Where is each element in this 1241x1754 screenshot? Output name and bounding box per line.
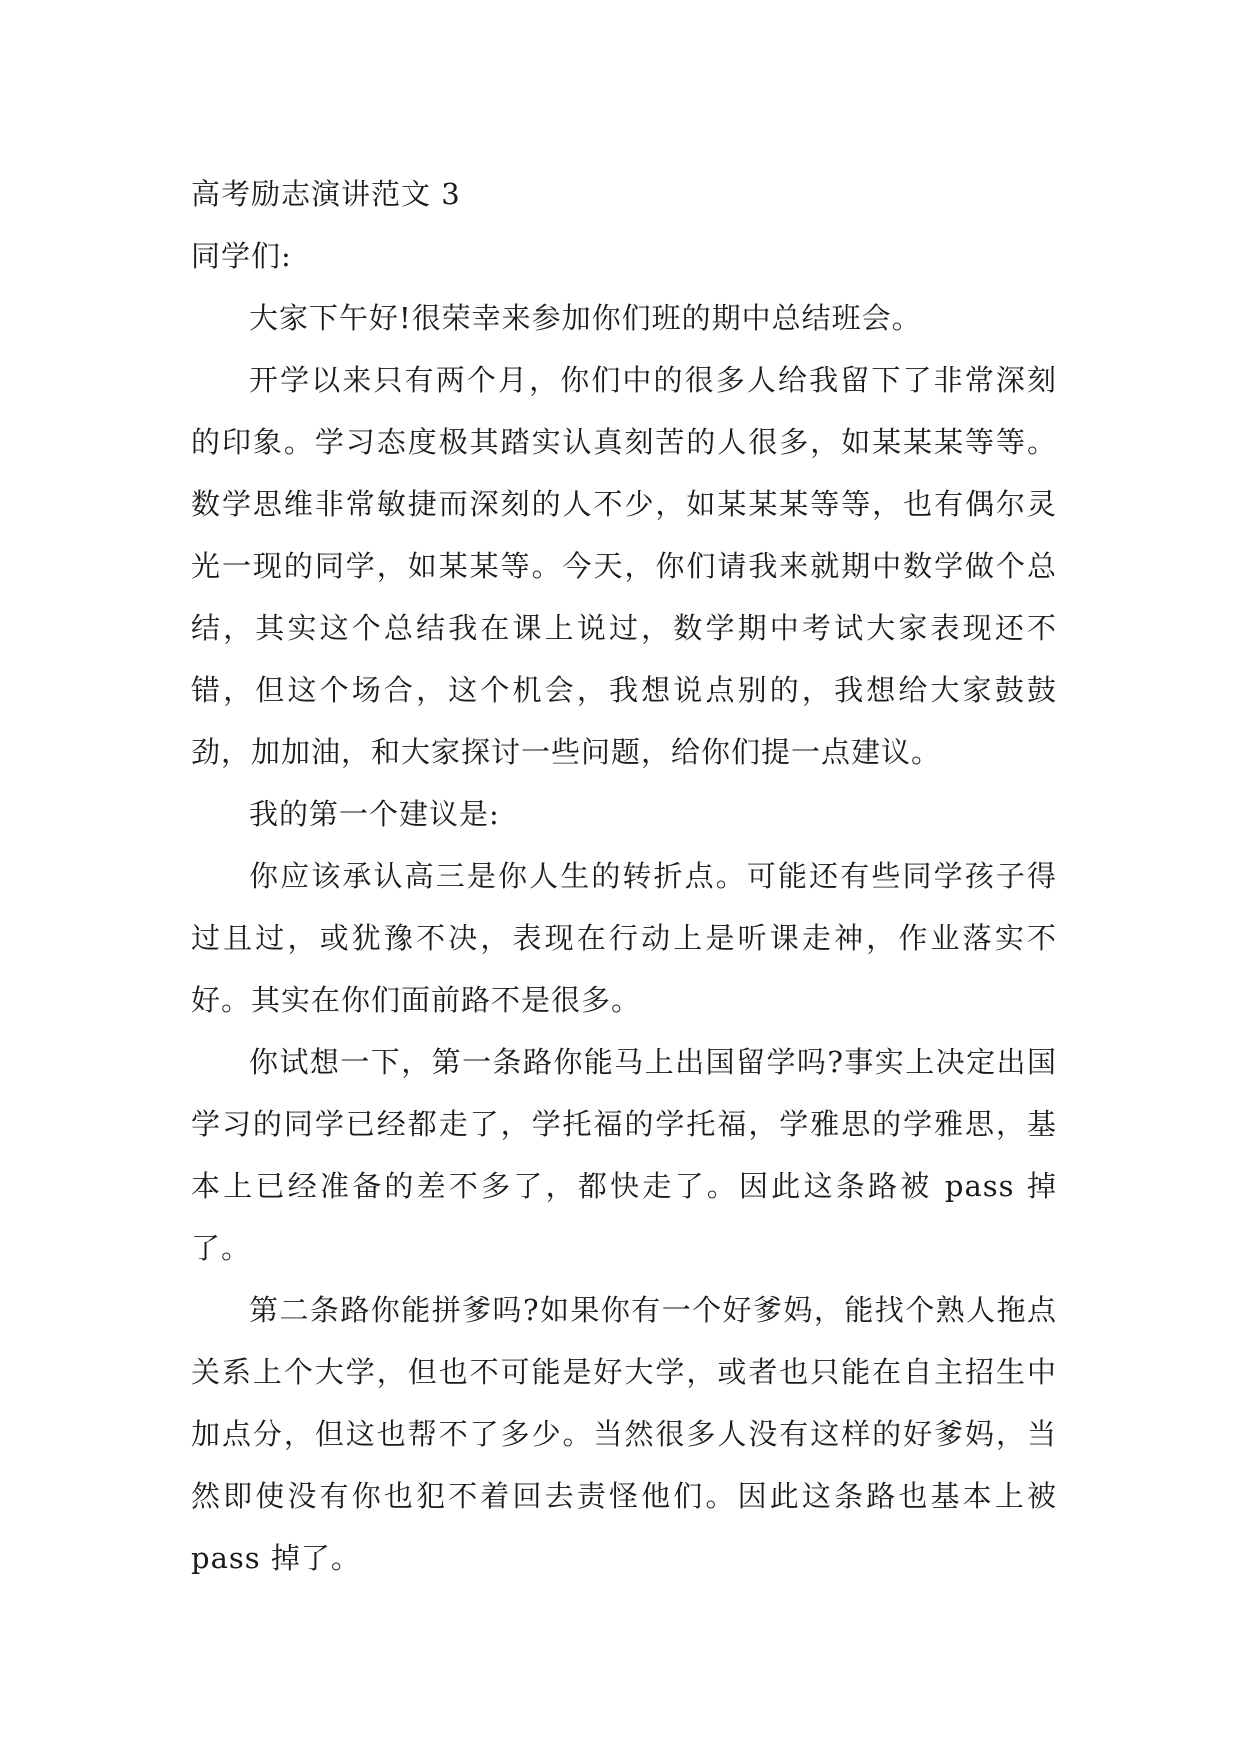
paragraph-second-road: 第二条路你能拼爹吗?如果你有一个好爹妈，能找个熟人拖点关系上个大学，但也不可能是好大学，或者也只能在自主招生中加点分，但这也帮不了多少。当然很多人没有这样的好爹妈，当然即使没有你也犯不着回去责怪他们。因此这条路也基本上被 pass 掉了。: [191, 1293, 1057, 1575]
paragraph-impressions: 开学以来只有两个月，你们中的很多人给我留下了非常深刻的印象。学习态度极其踏实认真刻苦的人很多，如某某某等等。数学思维非常敏捷而深刻的人不少，如某某某等等，也有偶尔灵光一现的同学，如某某等。今天，你们请我来就期中数学做个总结，其实这个总结我在课上说过，数学期中考试大家表现还不错，但这个场合，这个机会，我想说点别的，我想给大家鼓鼓劲，加加油，和大家探讨一些问题，给你们提一点建议。: [191, 363, 1057, 769]
paragraph-greeting: 大家下午好!很荣幸来参加你们班的期中总结班会。: [249, 301, 922, 335]
paragraph-turning-point: 你应该承认高三是你人生的转折点。可能还有些同学孩子得过且过，或犹豫不决，表现在行动上是听课走神，作业落实不好。其实在你们面前路不是很多。: [191, 859, 1057, 1017]
salutation: 同学们:: [191, 239, 292, 273]
paragraph-first-suggestion-heading: 我的第一个建议是:: [249, 797, 500, 831]
document-body: [191, 163, 1057, 1589]
document-title: 高考励志演讲范文 3: [191, 177, 461, 211]
paragraph-first-road: 你试想一下，第一条路你能马上出国留学吗?事实上决定出国学习的同学已经都走了，学托福的学托福，学雅思的学雅思，基本上已经准备的差不多了，都快走了。因此这条路被 pass 掉了。: [191, 1045, 1057, 1265]
